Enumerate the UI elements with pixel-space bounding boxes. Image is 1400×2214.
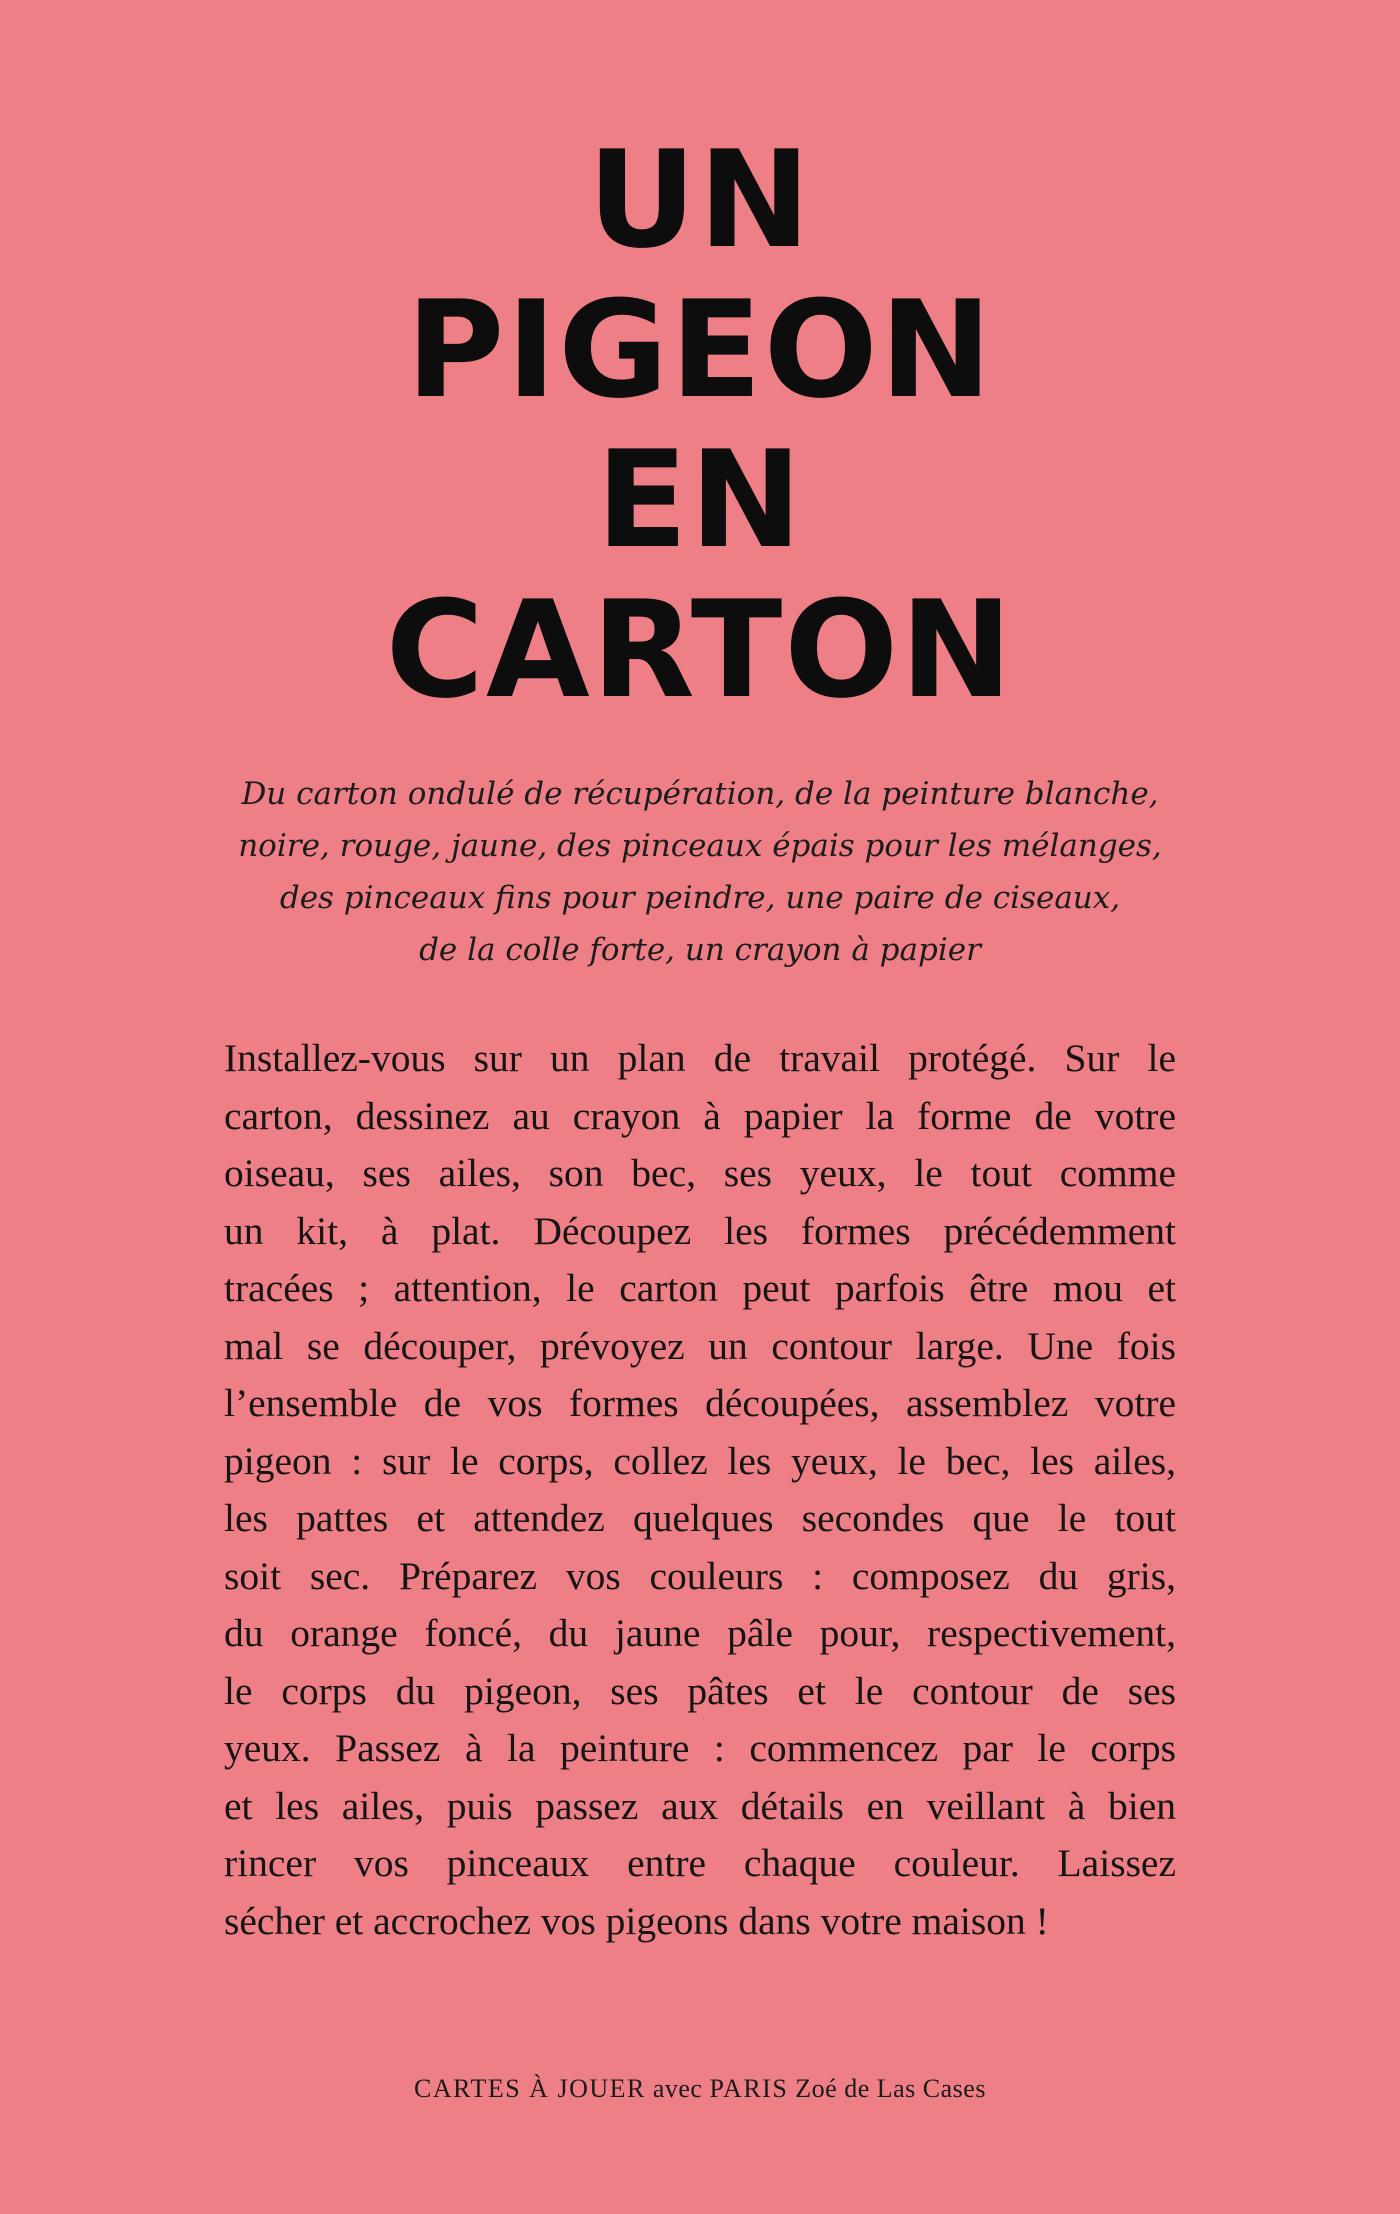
footer-connector: avec [652, 2074, 703, 2103]
instructions-line: l’ensemble de vos formes découpées, assemblez votre [224, 1381, 1176, 1425]
instructions-line: soit sec. Préparez vos couleurs : composez du gris, [224, 1553, 1176, 1598]
instructions-line: et les ailes, puis passez aux détails en veillant à bien [224, 1783, 1176, 1828]
instructions-line: carton, dessinez au crayon à papier la forme de votre [224, 1093, 1176, 1138]
card-title [0, 122, 1400, 728]
instructions-line: un kit, à plat. Découpez les formes précédemment [224, 1208, 1176, 1253]
instructions-line: oiseau, ses ailes, son bec, ses yeux, le tout comme [224, 1151, 1176, 1195]
series-name: CARTES À JOUER [414, 2074, 646, 2103]
instructions-line: yeux. Passez à la peinture : commencez par le corps [224, 1726, 1176, 1770]
instructions-line: pigeon : sur le corps, collez les yeux, le bec, les ailes, [224, 1438, 1176, 1483]
city-name: PARIS [709, 2074, 789, 2103]
title-line-1: UN [587, 122, 813, 278]
instructions-paragraph [224, 1030, 1176, 1950]
instructions-line: mal se découper, prévoyez un contour large. Une fois [224, 1323, 1176, 1368]
title-line-3: EN [596, 422, 804, 578]
instructions-line: les pattes et attendez quelques secondes que le tout [224, 1496, 1176, 1540]
materials-line: noire, rouge, jaune, des pinceaux épais pour les mélanges, [238, 828, 1162, 864]
materials-line: Du carton ondulé de récupération, de la peinture blanche, [241, 776, 1159, 812]
instructions-line: du orange foncé, du jaune pâle pour, respectivement, [224, 1611, 1176, 1655]
instructions-line: tracées ; attention, le carton peut parfois être mou et [224, 1266, 1176, 1310]
title-line-4: CARTON [385, 572, 1015, 728]
instructions-line: Installez-vous sur un plan de travail protégé. Sur le [224, 1036, 1176, 1080]
instructions-line: rincer vos pinceaux entre chaque couleur. Laissez [224, 1841, 1176, 1885]
author-name: Zoé de Las Cases [795, 2074, 986, 2103]
materials-list [200, 768, 1200, 976]
instructions-line: le corps du pigeon, ses pâtes et le contour de ses [224, 1668, 1176, 1713]
instructions-line: sécher et accrochez vos pigeons dans votre maison ! [224, 1898, 1049, 1943]
title-line-2: PIGEON [406, 272, 994, 428]
card-footer [0, 2072, 1400, 2106]
materials-line: de la colle forte, un crayon à papier [419, 932, 981, 968]
materials-line: des pinceaux fins pour peindre, une paire de ciseaux, [279, 880, 1121, 916]
